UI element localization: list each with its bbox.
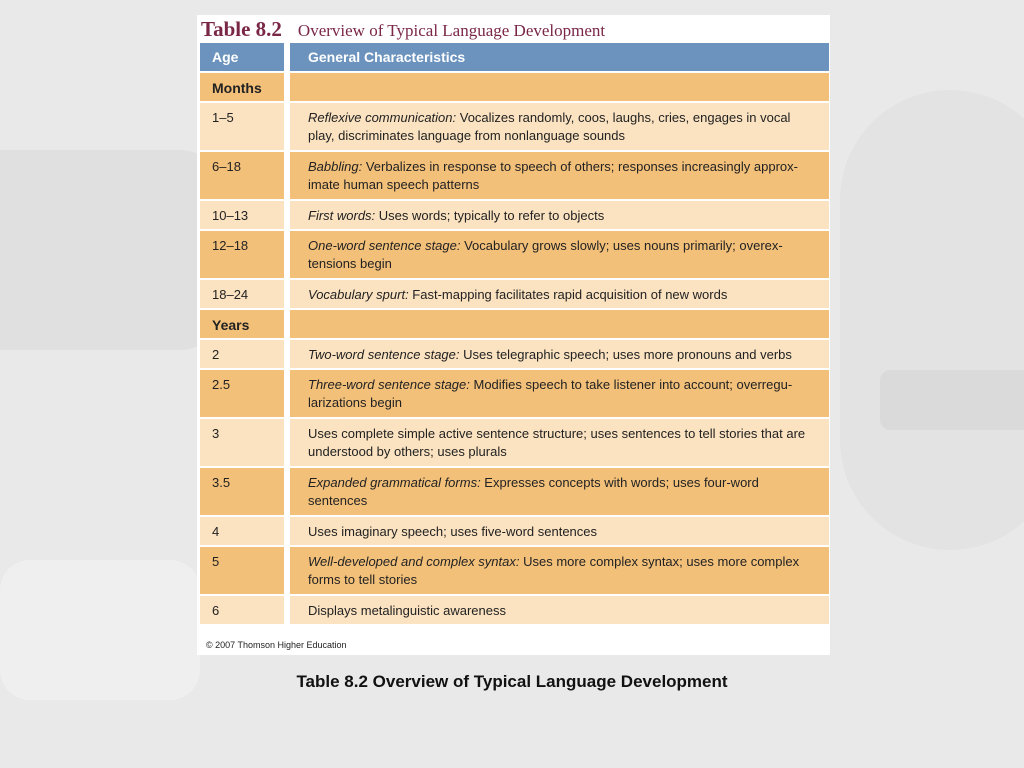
characteristics-cell [290, 547, 829, 594]
language-development-table [200, 43, 829, 624]
characteristics-cell [290, 419, 829, 466]
table-label: Table 8.2 [201, 17, 282, 41]
table-header-row [200, 43, 829, 71]
stage-term: Three-word sentence stage: [308, 377, 470, 392]
section-row-years [200, 310, 829, 338]
characteristics-cell [290, 468, 829, 515]
stage-description: Uses complete simple active sentence structure; uses sentences to tell stories that are understood by others; uses plurals [308, 426, 806, 459]
table-row [200, 340, 829, 368]
slide-caption: Table 8.2 Overview of Typical Language Development [296, 672, 728, 691]
stage-description: Modifies speech to take listener into account; overregu-larizations begin [308, 377, 793, 410]
age-cell: 2.5 [200, 370, 284, 417]
stage-description: Fast-mapping facilitates rapid acquisition of new words [408, 287, 728, 302]
age-cell: 1–5 [200, 103, 284, 150]
background-shape [0, 150, 220, 350]
column-header-age: Age [200, 43, 284, 71]
stage-description: Vocalizes randomly, coos, laughs, cries, engages in vocal play, discriminates language from nonlanguage sounds [308, 110, 791, 143]
table-panel [197, 15, 830, 655]
table-row [200, 547, 829, 594]
table-row [200, 280, 829, 308]
age-cell: 3.5 [200, 468, 284, 515]
table-title: Overview of Typical Language Development [297, 21, 606, 40]
section-row-months [200, 73, 829, 101]
table-row [200, 596, 829, 624]
stage-description: Uses more complex syntax; uses more complex forms to tell stories [308, 554, 800, 587]
stage-term: Vocabulary spurt: [308, 287, 409, 302]
stage-description: Vocabulary grows slowly; uses nouns primarily; overex-tensions begin [308, 238, 783, 271]
characteristics-cell [290, 517, 829, 545]
table-row [200, 370, 829, 417]
table-row [200, 152, 829, 199]
stage-term: Reflexive communication: [308, 110, 457, 125]
characteristics-cell [290, 201, 829, 229]
background-shape [840, 90, 1024, 550]
stage-description: Verbalizes in response to speech of others; responses increasingly approx-imate human speech patterns [308, 159, 798, 192]
age-cell: 6 [200, 596, 284, 624]
characteristics-cell [290, 231, 829, 278]
characteristics-cell [290, 152, 829, 199]
characteristics-cell [290, 280, 829, 308]
table-row [200, 419, 829, 466]
characteristics-cell [290, 103, 829, 150]
stage-term: One-word sentence stage: [308, 238, 461, 253]
section-label: Years [200, 310, 284, 338]
characteristics-cell [290, 370, 829, 417]
stage-term: Two-word sentence stage: [308, 347, 460, 362]
section-label: Months [200, 73, 284, 101]
stage-description: Uses words; typically to refer to objects [375, 208, 605, 223]
background-shape [880, 370, 1024, 430]
age-cell: 18–24 [200, 280, 284, 308]
table-row [200, 103, 829, 150]
table-row [200, 517, 829, 545]
characteristics-cell [290, 340, 829, 368]
age-cell: 5 [200, 547, 284, 594]
table-row [200, 231, 829, 278]
age-cell: 3 [200, 419, 284, 466]
table-row [200, 468, 829, 515]
age-cell: 12–18 [200, 231, 284, 278]
copyright-notice: © 2007 Thomson Higher Education [206, 640, 347, 650]
stage-description: Uses imaginary speech; uses five-word sentences [308, 524, 598, 539]
stage-term: Babbling: [308, 159, 363, 174]
age-cell: 4 [200, 517, 284, 545]
age-cell: 2 [200, 340, 284, 368]
stage-term: Expanded grammatical forms: [308, 475, 481, 490]
stage-description: Expresses concepts with words; uses four-word sentences [308, 475, 759, 508]
stage-term: First words: [308, 208, 376, 223]
characteristics-cell [290, 596, 829, 624]
age-cell: 10–13 [200, 201, 284, 229]
table-row [200, 201, 829, 229]
column-header-characteristics: General Characteristics [290, 43, 829, 71]
stage-description: Uses telegraphic speech; uses more pronouns and verbs [459, 347, 792, 362]
table-heading [201, 17, 605, 43]
age-cell: 6–18 [200, 152, 284, 199]
stage-description: Displays metalinguistic awareness [308, 603, 506, 618]
stage-term: Well-developed and complex syntax: [308, 554, 520, 569]
